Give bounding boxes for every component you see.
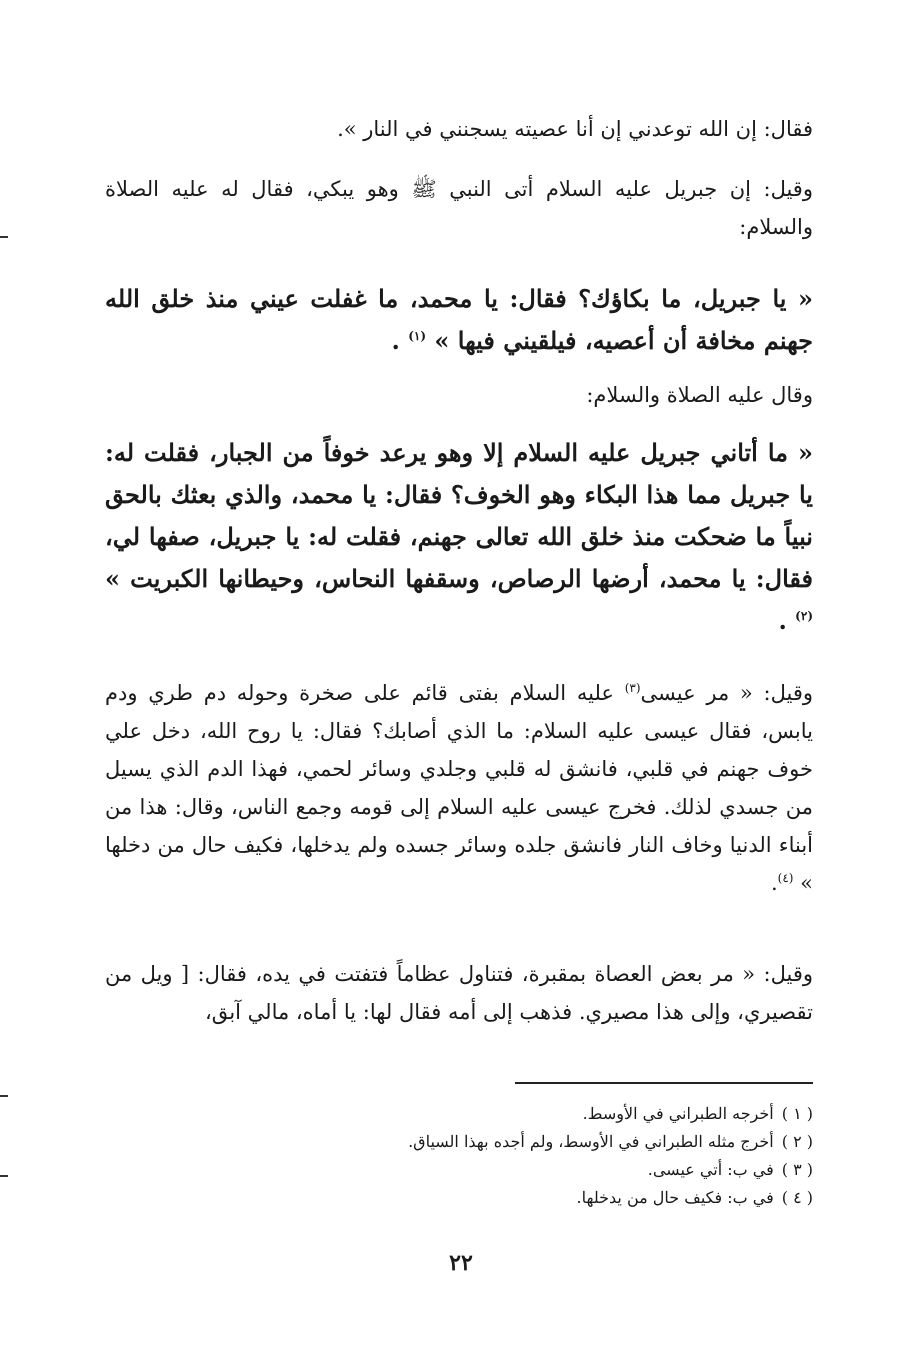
margin-mark: [0, 1095, 8, 1097]
footnote-3: [300, 1156, 813, 1184]
footnotes: [300, 1100, 813, 1212]
footnote-1-text: أخرجه الطبراني في الأوسط.: [582, 1104, 774, 1123]
paragraph-3-text: وقال عليه الصلاة والسلام:: [586, 383, 813, 407]
hadith-quote-1-text: « يا جبريل، ما بكاؤك؟ فقال: يا محمد، ما غفلت عيني منذ خلق الله جهنم مخافة أن أعصيه، فيلقيني فيها »: [105, 284, 813, 355]
page-number: ٢٢: [449, 1250, 473, 1276]
paragraph-4-end: .: [770, 871, 778, 895]
paragraph-5-text: وقيل: « مر بعض العصاة بمقبرة، فتناول عظاماً فتفتت في يده، فقال: [ ويل من تقصيري، وإلى هذا مصيري. فذهب إلى أمه فقال لها: يا أماه، مالي آبق،: [105, 962, 813, 1024]
hadith-quote-1-end: .: [391, 326, 400, 355]
footnote-ref-2: (٢): [795, 609, 813, 623]
footnote-3-number: ( ٣ ): [781, 1160, 813, 1179]
footnote-ref-3: (٣): [624, 681, 641, 695]
footnote-2-number: ( ٢ ): [781, 1132, 813, 1151]
footnote-2-text: أخرج مثله الطبراني في الأوسط، ولم أجده بهذا السياق.: [408, 1132, 774, 1151]
footnote-1: [300, 1100, 813, 1128]
paragraph-4: [105, 674, 813, 902]
margin-mark: [0, 236, 8, 238]
paragraph-4-text-a: وقيل: « مر عيسى: [640, 681, 814, 705]
hadith-quote-2: [105, 432, 813, 642]
paragraph-5: [105, 955, 813, 1031]
footnote-4-text: في ب: فكيف حال من يدخلها.: [576, 1188, 774, 1207]
footnote-4: [300, 1184, 813, 1212]
paragraph-2-text: وقيل: إن جبريل عليه السلام أتى النبي ﷺ وهو يبكي، فقال له عليه الصلاة والسلام:: [105, 177, 813, 239]
footnote-ref-1: (١): [408, 329, 427, 343]
paragraph-2: [105, 170, 813, 246]
hadith-quote-1: [105, 278, 813, 362]
footnote-2: [300, 1128, 813, 1156]
paragraph-4-text-b: عليه السلام بفتى قائم على صخرة وحوله دم طري ودم يابس، فقال عيسى عليه السلام: ما الذي أصابك؟ فقال: يا روح الله، دخل علي خوف جهنم في قلبي، فانشق له قلبي وجلدي وسائر لحمي، فهذا الدم الذي يسيل من جسدي لذلك. فخرج عيسى عليه السلام إلى قومه وجمع الناس، وقال: هذا من أبناء الدنيا وخاف النار فانشق جلده وسائر جسده ولم يدخلها، فكيف حال من دخلها »: [105, 681, 814, 895]
hadith-quote-2-text: « ما أتاني جبريل عليه السلام إلا وهو يرعد خوفاً من الجبار، فقلت له: يا جبريل مما هذا البكاء وهو الخوف؟ فقال: يا محمد، والذي بعثك بالحق نبياً ما ضحكت منذ خلق الله تعالى جهنم، فقلت له: يا جبريل، صفها لي، فقال: يا محمد، أرضها الرصاص، وسقفها النحاس، وحيطانها الكبريت »: [105, 438, 814, 593]
footnote-ref-4: (٤): [777, 871, 794, 885]
paragraph-1-text: فقال: إن الله توعدني إن أنا عصيته يسجنني في النار ».: [337, 117, 813, 141]
margin-mark: [0, 1175, 8, 1177]
paragraph-1: [105, 110, 813, 148]
footnote-3-text: في ب: أتي عيسى.: [647, 1160, 774, 1179]
footnote-1-number: ( ١ ): [781, 1104, 813, 1123]
hadith-quote-2-end: .: [778, 606, 787, 635]
paragraph-3: [105, 376, 813, 414]
footnote-4-number: ( ٤ ): [781, 1188, 813, 1207]
footnote-separator: [515, 1082, 813, 1084]
